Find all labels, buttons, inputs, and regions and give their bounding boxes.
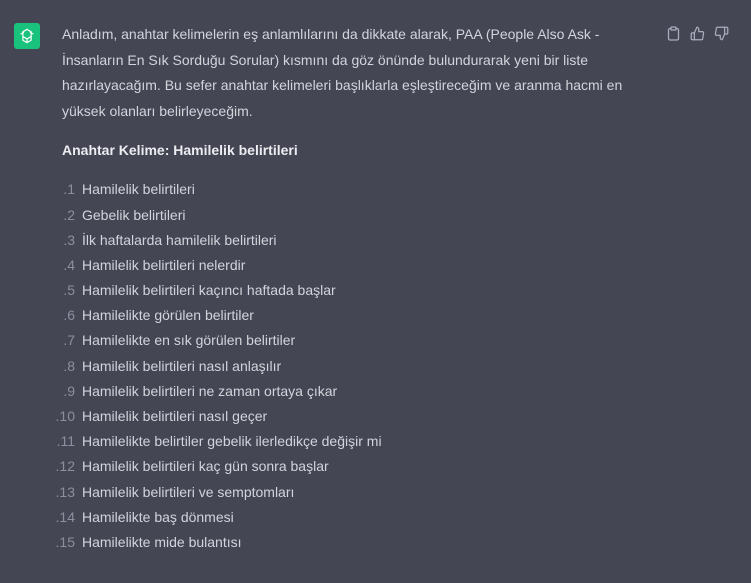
list-item-number: 6. bbox=[63, 307, 75, 324]
list-item-number: 11. bbox=[56, 433, 75, 450]
list-item-text: Hamilelik belirtileri kaçıncı haftada başlar bbox=[82, 282, 336, 299]
list-item bbox=[62, 354, 652, 379]
list-item-text: İlk haftalarda hamilelik belirtileri bbox=[82, 231, 277, 248]
keyword-list bbox=[55, 178, 652, 556]
list-item-number: 1. bbox=[63, 181, 75, 198]
list-item-text: Hamilelik belirtileri nasıl anlaşılır bbox=[82, 357, 282, 374]
list-item-number: 5. bbox=[63, 282, 75, 299]
list-item bbox=[62, 329, 652, 354]
message-intro: Anladım, anahtar kelimelerin eş anlamlılarını da dikkate alarak, PAA (People Also Ask - İnsanların En Sık Sorduğu Sorular) kısmını da göz önünde bulundurarak yeni bir liste hazırlayacağım. Bu sefer anahtar kelimeleri başlıklarla eşleştireceğim ve aranma hacmi en yüksek olanları belirleyeceğim. bbox=[62, 26, 623, 119]
list-item-text: Hamilelik belirtileri nasıl geçer bbox=[82, 408, 268, 425]
list-item-text: Hamilelikte belirtiler gebelik ilerledikçe değişir mi bbox=[82, 433, 382, 450]
list-item bbox=[55, 480, 652, 505]
thumbs-up-icon[interactable] bbox=[689, 25, 705, 41]
list-item-number: 9. bbox=[63, 382, 75, 399]
list-item-text: Hamilelikte en sık görülen belirtiler bbox=[82, 332, 296, 349]
list-item-number: 7. bbox=[63, 332, 75, 349]
assistant-avatar bbox=[14, 23, 40, 49]
list-item-number: 4. bbox=[63, 256, 75, 273]
list-item-number: 14. bbox=[55, 508, 75, 525]
list-item bbox=[55, 530, 652, 555]
list-item bbox=[62, 253, 652, 278]
list-item bbox=[62, 203, 652, 228]
list-item-number: 3. bbox=[63, 231, 75, 248]
clipboard-icon[interactable] bbox=[665, 25, 681, 41]
list-item-text: Hamilelik belirtileri ve semptomları bbox=[82, 483, 295, 500]
list-item bbox=[62, 278, 652, 303]
list-item-text: Gebelik belirtileri bbox=[82, 206, 186, 223]
thumbs-down-icon[interactable] bbox=[713, 25, 729, 41]
list-item-text: Hamilelikte görülen belirtiler bbox=[82, 307, 254, 324]
list-item bbox=[55, 455, 652, 480]
assistant-message bbox=[55, 22, 652, 555]
message-actions bbox=[665, 25, 729, 41]
list-item-number: 10. bbox=[55, 408, 75, 425]
list-item-number: 2. bbox=[63, 206, 75, 223]
keyword-heading: Anahtar Kelime: Hamilelik belirtileri bbox=[62, 142, 298, 158]
list-item bbox=[62, 178, 652, 203]
list-item-number: 8. bbox=[63, 357, 75, 374]
list-item bbox=[62, 379, 652, 404]
list-item-text: Hamilelik belirtileri bbox=[82, 181, 195, 198]
list-item bbox=[62, 228, 652, 253]
openai-logo-icon bbox=[18, 27, 36, 45]
list-item-text: Hamilelikte mide bulantısı bbox=[82, 533, 242, 550]
list-item-number: 13. bbox=[55, 483, 75, 500]
list-item-number: 15. bbox=[55, 533, 75, 550]
list-item bbox=[55, 505, 652, 530]
list-item-text: Hamilelik belirtileri ne zaman ortaya çıkar bbox=[82, 382, 338, 399]
list-item-text: Hamilelik belirtileri nelerdir bbox=[82, 256, 246, 273]
list-item bbox=[62, 303, 652, 328]
list-item-text: Hamilelik belirtileri kaç gün sonra başlar bbox=[82, 458, 329, 475]
list-item-text: Hamilelikte baş dönmesi bbox=[82, 508, 234, 525]
list-item bbox=[55, 404, 652, 429]
list-item-number: 12. bbox=[55, 458, 75, 475]
list-item bbox=[56, 429, 652, 454]
